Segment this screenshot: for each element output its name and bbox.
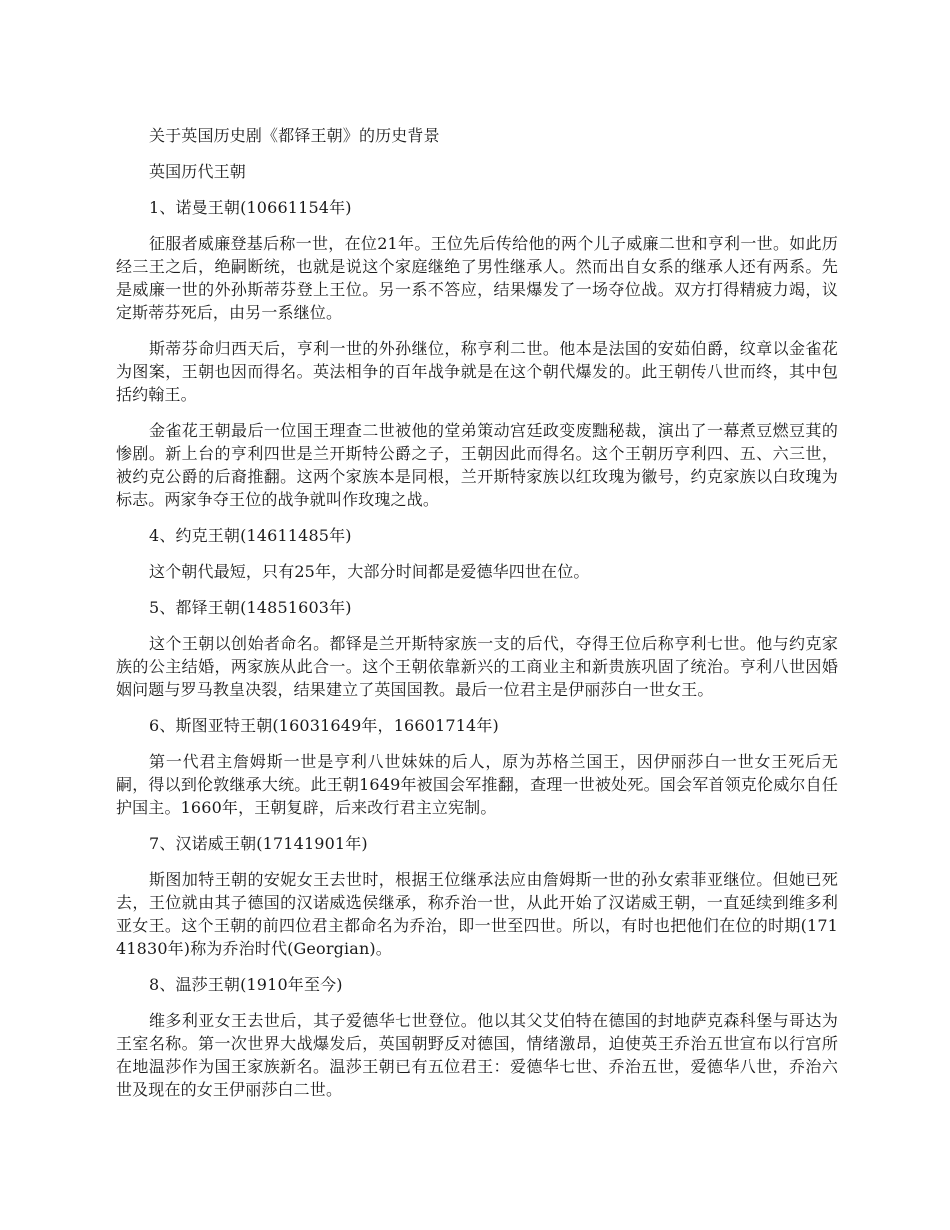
section-heading-hanover: 7、汉诺威王朝(17141901年) (149, 834, 368, 853)
paragraph-windsor: 维多利亚女王去世后，其子爱德华七世登位。他以其父艾伯特在德国的封地萨克森科堡与哥达为王室名称。第一次世界大战爆发后，英国朝野反对德国，情绪激昂，迫使英王乔治五世宣布以行宫所在地温莎作为国王家族新名。温莎王朝已有五位君王：爱德华七世、乔治五世，爱德华八世，乔治六世及现在的女王伊丽莎白二世。 (116, 1011, 838, 1099)
section-heading-york: 4、约克王朝(14611485年) (149, 526, 352, 545)
paragraph-lancaster: 金雀花王朝最后一位国王理查二世被他的堂弟策动宫廷政变废黜秘裁，演出了一幕煮豆燃豆萁的惨剧。新上台的亨利四世是兰开斯特公爵之子，王朝因此而得名。这个王朝历亨利四、五、六三世，被约克公爵的后裔推翻。这两个家族本是同根，兰开斯特家族以红玫瑰为徽号，约克家族以白玫瑰为标志。两家争夺王位的战争就叫作玫瑰之战。 (116, 421, 838, 509)
document-title: 关于英国历史剧《都铎王朝》的历史背景 (149, 126, 440, 145)
document-subtitle: 英国历代王朝 (149, 162, 246, 181)
paragraph-tudor: 这个王朝以创始者命名。都铎是兰开斯特家族一支的后代，夺得王位后称亨利七世。他与约克家族的公主结婚，两家族从此合一。这个王朝依靠新兴的工商业主和新贵族巩固了统治。亨利八世因婚姻问题与罗马教皇决裂，结果建立了英国国教。最后一位君主是伊丽莎白一世女王。 (116, 634, 838, 699)
paragraph-norman: 征服者威廉登基后称一世，在位21年。王位先后传给他的两个儿子威廉二世和亨利一世。如此历经三王之后，绝嗣断统，也就是说这个家庭继绝了男性继承人。然而出自女系的继承人还有两系。先是威廉一世的外孙斯蒂芬登上王位。另一系不答应，结果爆发了一场夺位战。双方打得精疲力竭，议定斯蒂芬死后，由另一系继位。 (116, 234, 838, 322)
section-heading-windsor: 8、温莎王朝(1910年至今) (149, 975, 343, 994)
section-heading-tudor: 5、都铎王朝(14851603年) (149, 598, 352, 617)
section-heading-stuart: 6、斯图亚特王朝(16031649年，16601714年) (149, 716, 499, 735)
paragraph-york: 这个朝代最短，只有25年，大部分时间都是爱德华四世在位。 (149, 562, 590, 581)
paragraph-plantagenet: 斯蒂芬命归西天后，亨利一世的外孙继位，称亨利二世。他本是法国的安茹伯爵，纹章以金雀花为图案，王朝也因而得名。英法相争的百年战争就是在这个朝代爆发的。此王朝传八世而终，其中包括约翰王。 (116, 339, 838, 404)
paragraph-hanover: 斯图加特王朝的安妮女王去世时，根据王位继承法应由詹姆斯一世的孙女索菲亚继位。但她已死去，王位就由其子德国的汉诺威选侯继承，称乔治一世，从此开始了汉诺威王朝，一直延续到维多利亚女王。这个王朝的前四位君主都命名为乔治，即一世至四世。所以，有时也把他们在位的时期(17141830年)称为乔治时代(Georgian)。 (116, 870, 838, 958)
section-heading-norman: 1、诺曼王朝(10661154年) (149, 198, 352, 217)
paragraph-stuart: 第一代君主詹姆斯一世是亨利八世妹妹的后人，原为苏格兰国王，因伊丽莎白一世女王死后无嗣，得以到伦敦继承大统。此王朝1649年被国会军推翻，查理一世被处死。国会军首领克伦威尔自任护国主。1660年，王朝复辟，后来改行君主立宪制。 (116, 752, 838, 817)
